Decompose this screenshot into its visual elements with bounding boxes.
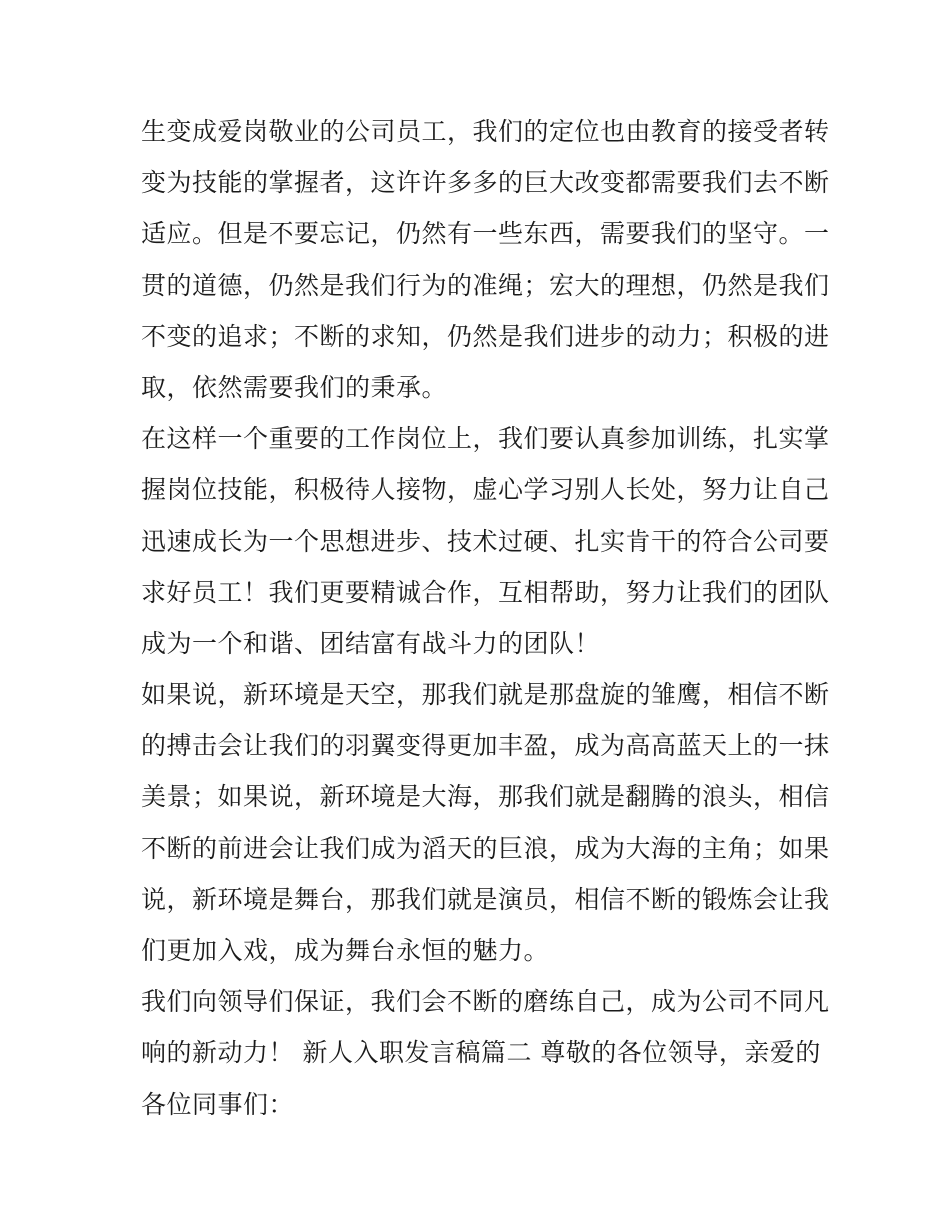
text-line: 贯的道德，仍然是我们行为的准绳；宏大的理想，仍然是我们 [141, 270, 830, 300]
text-line: 的搏击会让我们的羽翼变得更加丰盈，成为高高蓝天上的一抹 [141, 731, 830, 761]
text-line: 各位同事们： [141, 1089, 295, 1119]
document-body [141, 106, 830, 1130]
text-line: 说，新环境是舞台，那我们就是演员，相信不断的锻炼会让我 [141, 884, 830, 914]
text-line: 我们向领导们保证，我们会不断的磨练自己，成为公司不同凡 [141, 987, 830, 1017]
text-line: 不变的追求；不断的求知，仍然是我们进步的动力；积极的进 [141, 321, 830, 351]
text-line: 不断的前进会让我们成为滔天的巨浪，成为大海的主角；如果 [141, 833, 830, 863]
text-line: 美景；如果说，新环境是大海，那我们就是翻腾的浪头，相信 [141, 782, 830, 812]
text-line: 响的新动力！ 新人入职发言稿篇二 尊敬的各位领导，亲爱的 [141, 1038, 821, 1068]
text-line: 生变成爱岗敬业的公司员工，我们的定位也由教育的接受者转 [141, 117, 830, 146]
text-line: 适应。但是不要忘记，仍然有一些东西，需要我们的坚守。一 [141, 219, 830, 249]
paragraph-4 [141, 976, 830, 1130]
text-line: 取，依然需要我们的秉承。 [141, 372, 448, 402]
text-line: 求好员工！我们更要精诚合作，互相帮助，努力让我们的团队 [141, 577, 830, 607]
text-line: 握岗位技能，积极待人接物，虚心学习别人长处，努力让自己 [141, 475, 830, 505]
text-line: 成为一个和谐、团结富有战斗力的团队！ [141, 628, 601, 658]
text-line: 如果说，新环境是天空，那我们就是那盘旋的雏鹰，相信不断 [141, 680, 830, 710]
paragraph-3 [141, 669, 830, 976]
paragraph-2 [141, 413, 830, 669]
paragraph-1 [141, 106, 830, 413]
text-line: 迅速成长为一个思想进步、技术过硬、扎实肯干的符合公司要 [141, 526, 830, 556]
text-line: 变为技能的掌握者，这许许多多的巨大改变都需要我们去不断 [141, 168, 830, 198]
text-line: 们更加入戏，成为舞台永恒的魅力。 [141, 936, 550, 965]
text-line: 在这样一个重要的工作岗位上，我们要认真参加训练，扎实掌 [141, 424, 830, 454]
